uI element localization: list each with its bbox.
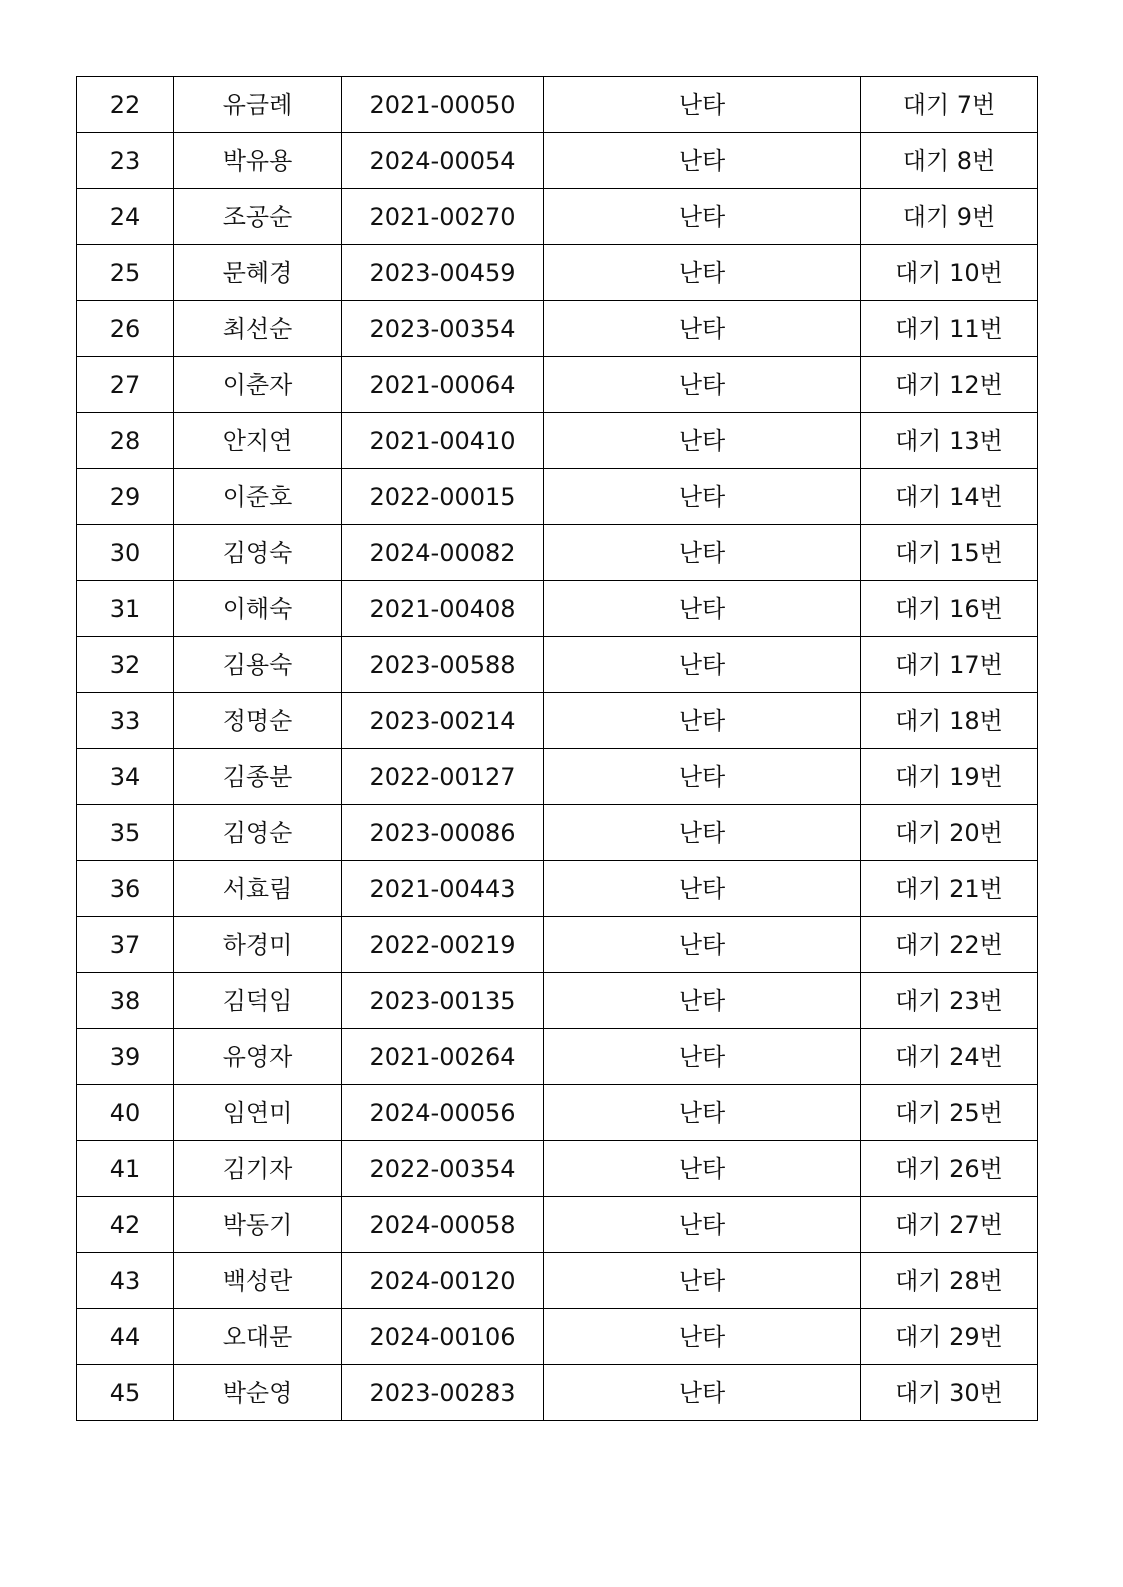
member-id-cell: 2021-00264 [342, 1029, 544, 1085]
member-id-cell: 2023-00283 [342, 1365, 544, 1421]
table-row [77, 917, 1038, 973]
program-cell: 난타 [544, 133, 861, 189]
row-number-cell: 28 [77, 413, 174, 469]
table-row [77, 189, 1038, 245]
member-name-cell: 박순영 [174, 1365, 342, 1421]
program-cell: 난타 [544, 693, 861, 749]
program-cell: 난타 [544, 1029, 861, 1085]
row-number-cell: 24 [77, 189, 174, 245]
waitlist-status-cell: 대기 9번 [861, 189, 1038, 245]
program-cell: 난타 [544, 525, 861, 581]
waitlist-status-cell: 대기 24번 [861, 1029, 1038, 1085]
row-number-cell: 31 [77, 581, 174, 637]
member-name-cell: 백성란 [174, 1253, 342, 1309]
member-id-cell: 2021-00410 [342, 413, 544, 469]
waitlist-status-cell: 대기 15번 [861, 525, 1038, 581]
table-row [77, 1197, 1038, 1253]
waitlist-status-cell: 대기 18번 [861, 693, 1038, 749]
table-row [77, 1253, 1038, 1309]
member-name-cell: 박동기 [174, 1197, 342, 1253]
program-cell: 난타 [544, 637, 861, 693]
row-number-cell: 22 [77, 77, 174, 133]
waitlist-status-cell: 대기 26번 [861, 1141, 1038, 1197]
row-number-cell: 42 [77, 1197, 174, 1253]
row-number-cell: 36 [77, 861, 174, 917]
member-name-cell: 서효림 [174, 861, 342, 917]
row-number-cell: 43 [77, 1253, 174, 1309]
program-cell: 난타 [544, 469, 861, 525]
program-cell: 난타 [544, 805, 861, 861]
table-row [77, 357, 1038, 413]
table-row [77, 77, 1038, 133]
table-row [77, 693, 1038, 749]
member-id-cell: 2024-00106 [342, 1309, 544, 1365]
table-row [77, 245, 1038, 301]
waitlist-status-cell: 대기 21번 [861, 861, 1038, 917]
member-id-cell: 2024-00120 [342, 1253, 544, 1309]
row-number-cell: 41 [77, 1141, 174, 1197]
member-name-cell: 박유용 [174, 133, 342, 189]
program-cell: 난타 [544, 1253, 861, 1309]
row-number-cell: 27 [77, 357, 174, 413]
waitlist-status-cell: 대기 30번 [861, 1365, 1038, 1421]
row-number-cell: 38 [77, 973, 174, 1029]
waitlist-status-cell: 대기 23번 [861, 973, 1038, 1029]
member-name-cell: 하경미 [174, 917, 342, 973]
waitlist-status-cell: 대기 19번 [861, 749, 1038, 805]
waitlist-status-cell: 대기 16번 [861, 581, 1038, 637]
waitlist-status-cell: 대기 28번 [861, 1253, 1038, 1309]
member-id-cell: 2021-00064 [342, 357, 544, 413]
waitlist-status-cell: 대기 10번 [861, 245, 1038, 301]
waitlist-status-cell: 대기 29번 [861, 1309, 1038, 1365]
row-number-cell: 35 [77, 805, 174, 861]
program-cell: 난타 [544, 861, 861, 917]
program-cell: 난타 [544, 1365, 861, 1421]
table-row [77, 637, 1038, 693]
member-id-cell: 2023-00135 [342, 973, 544, 1029]
program-cell: 난타 [544, 1085, 861, 1141]
member-id-cell: 2021-00270 [342, 189, 544, 245]
waitlist-status-cell: 대기 27번 [861, 1197, 1038, 1253]
waitlist-table-body [77, 77, 1038, 1421]
program-cell: 난타 [544, 917, 861, 973]
row-number-cell: 40 [77, 1085, 174, 1141]
row-number-cell: 32 [77, 637, 174, 693]
member-name-cell: 정명순 [174, 693, 342, 749]
table-row [77, 861, 1038, 917]
waitlist-status-cell: 대기 17번 [861, 637, 1038, 693]
table-row [77, 525, 1038, 581]
waitlist-table [76, 76, 1038, 1421]
table-row [77, 1365, 1038, 1421]
member-name-cell: 김용숙 [174, 637, 342, 693]
waitlist-status-cell: 대기 14번 [861, 469, 1038, 525]
row-number-cell: 45 [77, 1365, 174, 1421]
program-cell: 난타 [544, 581, 861, 637]
member-id-cell: 2022-00219 [342, 917, 544, 973]
member-name-cell: 최선순 [174, 301, 342, 357]
member-id-cell: 2022-00127 [342, 749, 544, 805]
member-id-cell: 2024-00054 [342, 133, 544, 189]
waitlist-status-cell: 대기 11번 [861, 301, 1038, 357]
member-id-cell: 2024-00058 [342, 1197, 544, 1253]
waitlist-status-cell: 대기 25번 [861, 1085, 1038, 1141]
table-row [77, 1085, 1038, 1141]
row-number-cell: 34 [77, 749, 174, 805]
row-number-cell: 26 [77, 301, 174, 357]
row-number-cell: 23 [77, 133, 174, 189]
waitlist-status-cell: 대기 12번 [861, 357, 1038, 413]
row-number-cell: 25 [77, 245, 174, 301]
waitlist-status-cell: 대기 22번 [861, 917, 1038, 973]
member-name-cell: 이해숙 [174, 581, 342, 637]
row-number-cell: 44 [77, 1309, 174, 1365]
member-name-cell: 김종분 [174, 749, 342, 805]
member-name-cell: 임연미 [174, 1085, 342, 1141]
program-cell: 난타 [544, 357, 861, 413]
program-cell: 난타 [544, 77, 861, 133]
table-row [77, 1029, 1038, 1085]
table-row [77, 301, 1038, 357]
member-id-cell: 2023-00354 [342, 301, 544, 357]
program-cell: 난타 [544, 189, 861, 245]
member-id-cell: 2023-00214 [342, 693, 544, 749]
member-id-cell: 2022-00354 [342, 1141, 544, 1197]
table-row [77, 1141, 1038, 1197]
member-name-cell: 이준호 [174, 469, 342, 525]
table-row [77, 1309, 1038, 1365]
member-name-cell: 김영숙 [174, 525, 342, 581]
waitlist-status-cell: 대기 8번 [861, 133, 1038, 189]
member-name-cell: 유영자 [174, 1029, 342, 1085]
member-name-cell: 김영순 [174, 805, 342, 861]
program-cell: 난타 [544, 1141, 861, 1197]
member-name-cell: 오대문 [174, 1309, 342, 1365]
member-name-cell: 조공순 [174, 189, 342, 245]
member-name-cell: 유금례 [174, 77, 342, 133]
member-name-cell: 이춘자 [174, 357, 342, 413]
member-id-cell: 2022-00015 [342, 469, 544, 525]
waitlist-status-cell: 대기 20번 [861, 805, 1038, 861]
row-number-cell: 29 [77, 469, 174, 525]
program-cell: 난타 [544, 413, 861, 469]
table-row [77, 133, 1038, 189]
member-name-cell: 문혜경 [174, 245, 342, 301]
program-cell: 난타 [544, 1309, 861, 1365]
member-name-cell: 안지연 [174, 413, 342, 469]
waitlist-status-cell: 대기 7번 [861, 77, 1038, 133]
row-number-cell: 33 [77, 693, 174, 749]
member-id-cell: 2023-00086 [342, 805, 544, 861]
member-id-cell: 2024-00082 [342, 525, 544, 581]
member-id-cell: 2021-00443 [342, 861, 544, 917]
program-cell: 난타 [544, 245, 861, 301]
table-row [77, 973, 1038, 1029]
program-cell: 난타 [544, 301, 861, 357]
row-number-cell: 39 [77, 1029, 174, 1085]
table-row [77, 749, 1038, 805]
table-row [77, 581, 1038, 637]
member-id-cell: 2021-00050 [342, 77, 544, 133]
program-cell: 난타 [544, 1197, 861, 1253]
member-id-cell: 2023-00459 [342, 245, 544, 301]
member-id-cell: 2024-00056 [342, 1085, 544, 1141]
member-name-cell: 김덕임 [174, 973, 342, 1029]
member-id-cell: 2023-00588 [342, 637, 544, 693]
row-number-cell: 37 [77, 917, 174, 973]
member-id-cell: 2021-00408 [342, 581, 544, 637]
program-cell: 난타 [544, 749, 861, 805]
table-row [77, 413, 1038, 469]
member-name-cell: 김기자 [174, 1141, 342, 1197]
row-number-cell: 30 [77, 525, 174, 581]
table-row [77, 805, 1038, 861]
waitlist-status-cell: 대기 13번 [861, 413, 1038, 469]
table-row [77, 469, 1038, 525]
program-cell: 난타 [544, 973, 861, 1029]
